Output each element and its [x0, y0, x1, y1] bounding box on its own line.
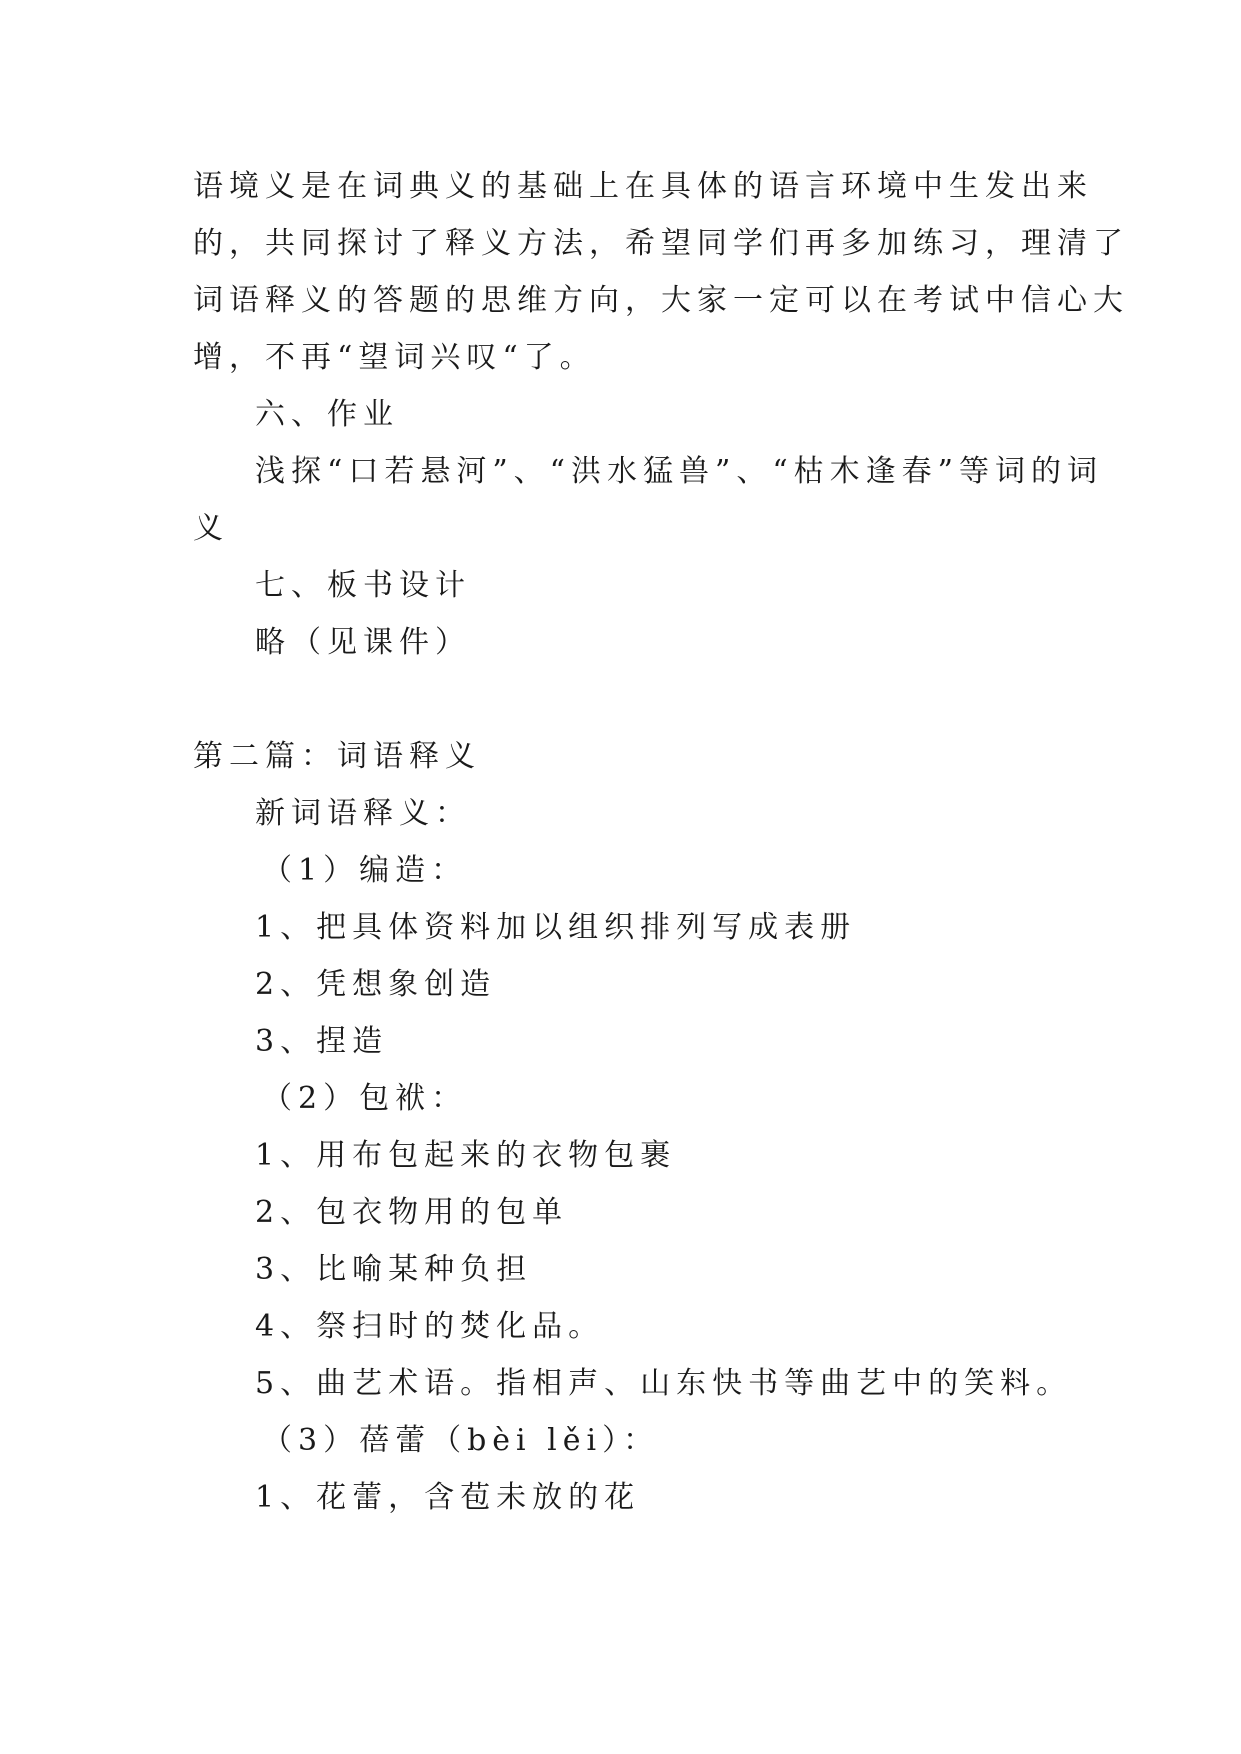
entry-item: 3、捏造	[255, 1024, 389, 1059]
intro-line: 的，共同探讨了释义方法，希望同学们再多加练习，理清了	[193, 226, 1129, 261]
entry-head: （3）蓓蕾（bèi lěi）：	[262, 1423, 660, 1458]
entry-item: 5、曲艺术语。指相声、山东快书等曲艺中的笑料。	[255, 1366, 1073, 1401]
entry-item: 1、把具体资料加以组织排列写成表册	[255, 910, 857, 945]
entry-item: 2、凭想象创造	[255, 967, 497, 1002]
entry-head: （2）包袱：	[262, 1081, 468, 1116]
board-text: 略（见课件）	[255, 625, 471, 660]
entry-head: （1）编造：	[262, 853, 468, 888]
homework-line: 浅探“口若悬河”、“洪水猛兽”、“枯木逢春”等词的词	[255, 454, 1104, 489]
entry-item: 1、用布包起来的衣物包裹	[255, 1138, 677, 1173]
intro-line: 词语释义的答题的思维方向，大家一定可以在考试中信心大	[193, 283, 1129, 318]
entry-item: 2、包衣物用的包单	[255, 1195, 569, 1230]
part2-title: 第二篇：词语释义	[193, 739, 481, 774]
intro-line: 语境义是在词典义的基础上在具体的语言环境中生发出来	[193, 169, 1093, 204]
entry-item: 3、比喻某种负担	[255, 1252, 533, 1287]
homework-line: 义	[193, 511, 229, 546]
part2-intro: 新词语释义：	[255, 796, 471, 831]
board-heading: 七、板书设计	[255, 568, 471, 603]
entry-item: 1、花蕾，含苞未放的花	[255, 1480, 641, 1515]
entry-item: 4、祭扫时的焚化品。	[255, 1309, 605, 1344]
homework-heading: 六、作业	[255, 397, 399, 432]
intro-line: 增，不再“望词兴叹“了。	[193, 340, 596, 375]
